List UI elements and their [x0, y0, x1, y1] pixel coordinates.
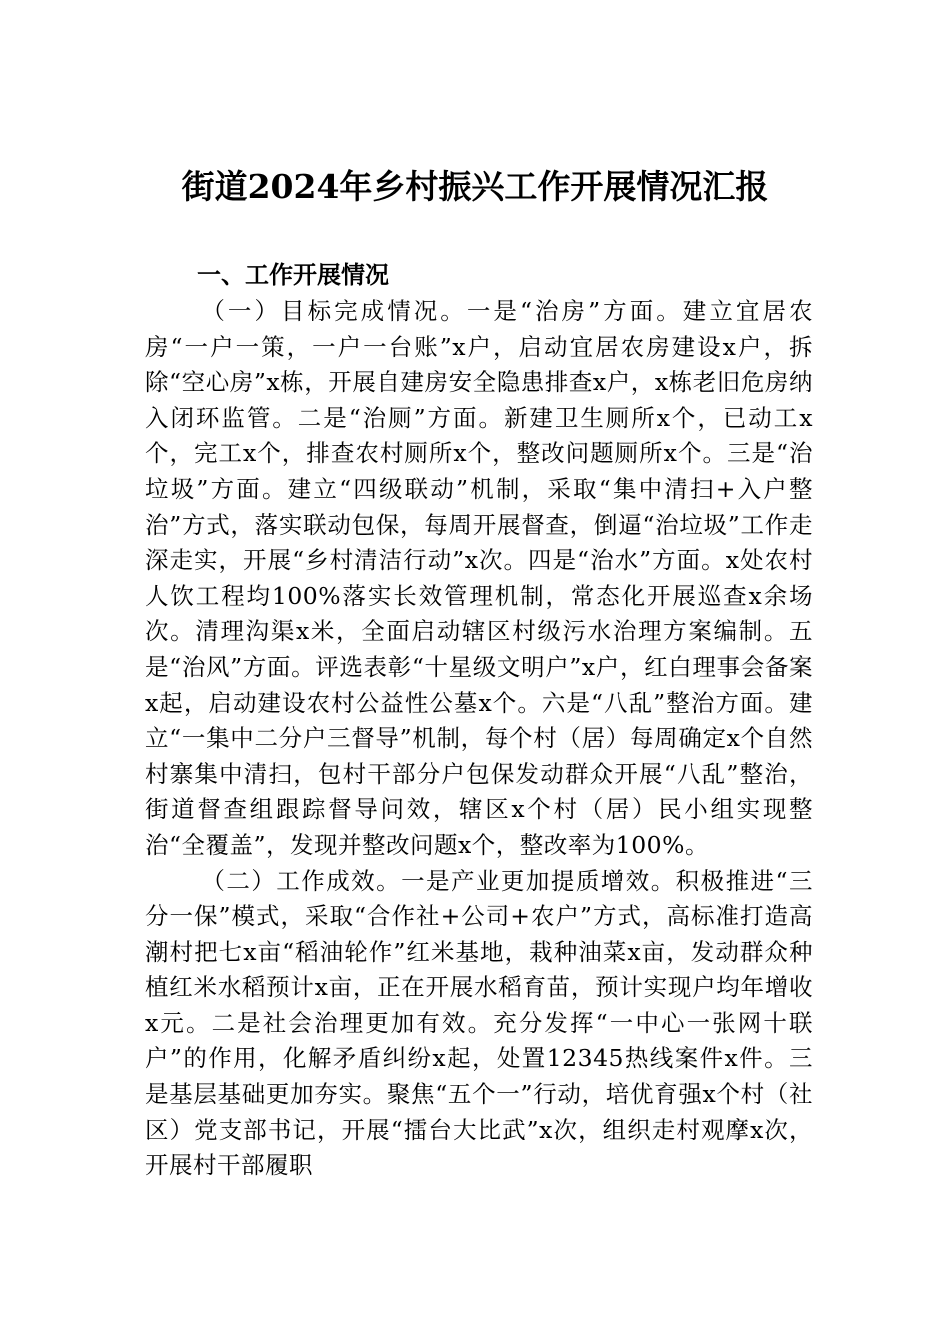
paragraph-work-results: （二）工作成效。一是产业更加提质增效。积极推进“三分一保”模式，采取“合作社+公司+农户”方式，高标准打造高潮村把七x亩“稻油轮作”红米基地，栽种油菜x亩，发动群众种植红米水稻预计x亩，正在开展水稻育苗，预计实现户均年增收x元。二是社会治理更加有效。充分发挥“一中心一张网十联户”的作用，化解矛盾纠纷x起，处置12345热线案件x件。三是基层基础更加夯实。聚焦“五个一”行动，培优育强x个村（社区）党支部书记，开展“擂台大比武”x次，组织走村观摩x次，开展村干部履职	[145, 866, 813, 1180]
document-title: 街道2024年乡村振兴工作开展情况汇报	[181, 167, 769, 206]
document-body	[145, 257, 813, 1184]
section-heading: 一、工作开展情况	[197, 261, 389, 289]
paragraph-goal-completion: （一）目标完成情况。一是“治房”方面。建立宜居农房“一户一策，一户一台账”x户，启动宜居农房建设x户，拆除“空心房”x栋，开展自建房安全隐患排查x户，x栋老旧危房纳入闭环监管。二是“治厕”方面。新建卫生厕所x个，已动工x个，完工x个，排查农村厕所x个，整改问题厕所x个。三是“治垃圾”方面。建立“四级联动”机制，采取“集中清扫+入户整治”方式，落实联动包保，每周开展督查，倒逼“治垃圾”工作走深走实，开展“乡村清洁行动”x次。四是“治水”方面。x处农村人饮工程均100%落实长效管理机制，常态化开展巡查x余场次。清理沟渠x米，全面启动辖区村级污水治理方案编制。五是“治风”方面。评选表彰“十星级文明户”x户，红白理事会备案x起，启动建设农村公益性公墓x个。六是“八乱”整治方面。建立“一集中二分户三督导”机制，每个村（居）每周确定x个自然村寨集中清扫，包村干部分户包保发动群众开展“八乱”整治，街道督查组跟踪督导问效，辖区x个村（居）民小组实现整治“全覆盖”，发现并整改问题x个，整改率为100%。	[145, 297, 813, 859]
